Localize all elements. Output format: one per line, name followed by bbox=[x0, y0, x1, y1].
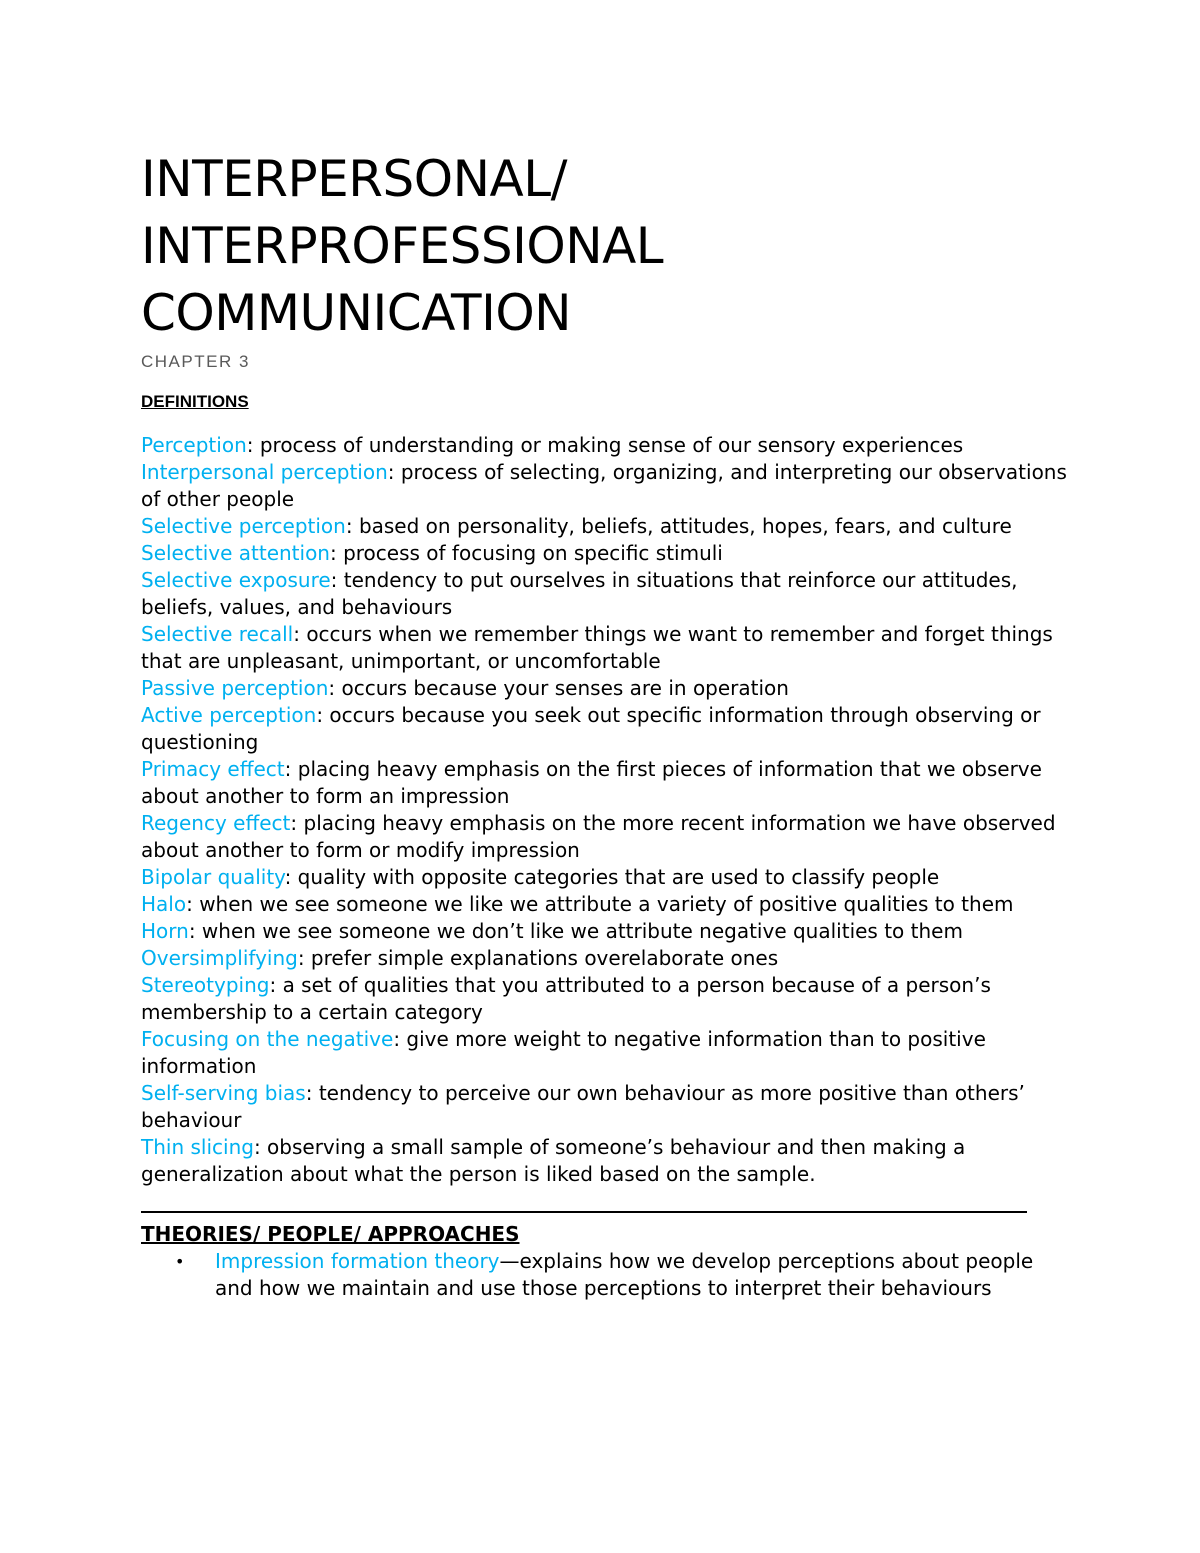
definition-text: : placing heavy emphasis on the first pieces of information that we observe about another to form an impression bbox=[141, 757, 1042, 808]
definition-term: Self-serving bias bbox=[141, 1081, 306, 1105]
definition-item bbox=[141, 945, 1071, 972]
definition-text: : occurs when we remember things we want to remember and forget things that are unpleasant, unimportant, or uncomfortable bbox=[141, 622, 1053, 673]
title-line: COMMUNICATION bbox=[141, 284, 572, 342]
definition-item bbox=[141, 1026, 1071, 1080]
definition-term: Selective attention bbox=[141, 541, 330, 565]
definition-term: Selective exposure bbox=[141, 568, 331, 592]
definition-item bbox=[141, 810, 1071, 864]
definition-term: Primacy effect bbox=[141, 757, 285, 781]
title-line: INTERPERSONAL/ bbox=[141, 150, 567, 208]
definition-text: : process of understanding or making sense of our sensory experiences bbox=[246, 433, 964, 457]
definition-item bbox=[141, 432, 1071, 459]
definition-item bbox=[141, 972, 1071, 1026]
definition-term: Passive perception bbox=[141, 676, 329, 700]
definition-text: : when we see someone we don’t like we attribute negative qualities to them bbox=[188, 919, 963, 943]
definition-text: : give more weight to negative information than to positive information bbox=[141, 1027, 986, 1078]
definition-item bbox=[141, 513, 1071, 540]
definition-text: : based on personality, beliefs, attitudes, hopes, fears, and culture bbox=[345, 514, 1012, 538]
theory-text: —explains how we develop perceptions about people and how we maintain and use those perceptions to interpret their behaviours bbox=[215, 1249, 1034, 1300]
definition-term: Regency effect bbox=[141, 811, 291, 835]
definition-term: Oversimplifying bbox=[141, 946, 298, 970]
definition-item bbox=[141, 1080, 1071, 1134]
section-divider bbox=[141, 1211, 1027, 1213]
definition-item bbox=[141, 864, 1071, 891]
document-subtitle: CHAPTER 3 bbox=[141, 352, 250, 371]
definition-text: : process of focusing on specific stimuli bbox=[329, 541, 723, 565]
definition-term: Interpersonal perception bbox=[141, 460, 388, 484]
definition-text: : occurs because your senses are in operation bbox=[328, 676, 789, 700]
definitions-heading: DEFINITIONS bbox=[141, 392, 249, 411]
theories-heading: THEORIES/ PEOPLE/ APPROACHES bbox=[141, 1222, 520, 1246]
definition-term: Selective recall bbox=[141, 622, 294, 646]
definition-text: : placing heavy emphasis on the more recent information we have observed about another to form or modify impression bbox=[141, 811, 1056, 862]
definition-term: Perception bbox=[141, 433, 247, 457]
definition-item bbox=[141, 621, 1071, 675]
definition-term: Selective perception bbox=[141, 514, 346, 538]
definition-item bbox=[141, 567, 1071, 621]
definition-term: Bipolar quality bbox=[141, 865, 285, 889]
definition-item bbox=[141, 891, 1071, 918]
definition-item bbox=[141, 459, 1071, 513]
definition-item bbox=[141, 702, 1071, 756]
definition-term: Stereotyping bbox=[141, 973, 270, 997]
definition-item bbox=[141, 675, 1071, 702]
definition-term: Thin slicing bbox=[141, 1135, 254, 1159]
definition-term: Horn bbox=[141, 919, 189, 943]
definition-text: : when we see someone we like we attribute a variety of positive qualities to them bbox=[186, 892, 1014, 916]
definition-text: : tendency to put ourselves in situations that reinforce our attitudes, beliefs, values, and behaviours bbox=[141, 568, 1018, 619]
definition-text: : tendency to perceive our own behaviour as more positive than others’ behaviour bbox=[141, 1081, 1025, 1132]
title-line: INTERPROFESSIONAL bbox=[141, 217, 664, 275]
definition-term: Focusing on the negative bbox=[141, 1027, 394, 1051]
definition-text: : a set of qualities that you attributed to a person because of a person’s membership to a certain category bbox=[141, 973, 991, 1024]
definition-item bbox=[141, 1134, 1071, 1188]
definition-text: : process of selecting, organizing, and interpreting our observations of other people bbox=[141, 460, 1067, 511]
definition-item bbox=[141, 756, 1071, 810]
definition-item bbox=[141, 918, 1071, 945]
definition-text: : quality with opposite categories that are used to classify people bbox=[284, 865, 940, 889]
definition-text: : occurs because you seek out specific information through observing or questioning bbox=[141, 703, 1041, 754]
definitions-list bbox=[141, 432, 1071, 1188]
definition-text: : prefer simple explanations overelaborate ones bbox=[297, 946, 779, 970]
theory-term: Impression formation theory bbox=[215, 1249, 500, 1273]
document-page bbox=[141, 146, 1071, 1302]
definition-text: : observing a small sample of someone’s behaviour and then making a generalization about what the person is liked based on the sample. bbox=[141, 1135, 966, 1186]
definition-term: Active perception bbox=[141, 703, 317, 727]
bullet-icon: • bbox=[175, 1252, 185, 1271]
theories-list bbox=[141, 1248, 1071, 1302]
definition-term: Halo bbox=[141, 892, 187, 916]
document-title bbox=[141, 146, 1071, 347]
theory-item bbox=[141, 1248, 1035, 1302]
definition-item bbox=[141, 540, 1071, 567]
